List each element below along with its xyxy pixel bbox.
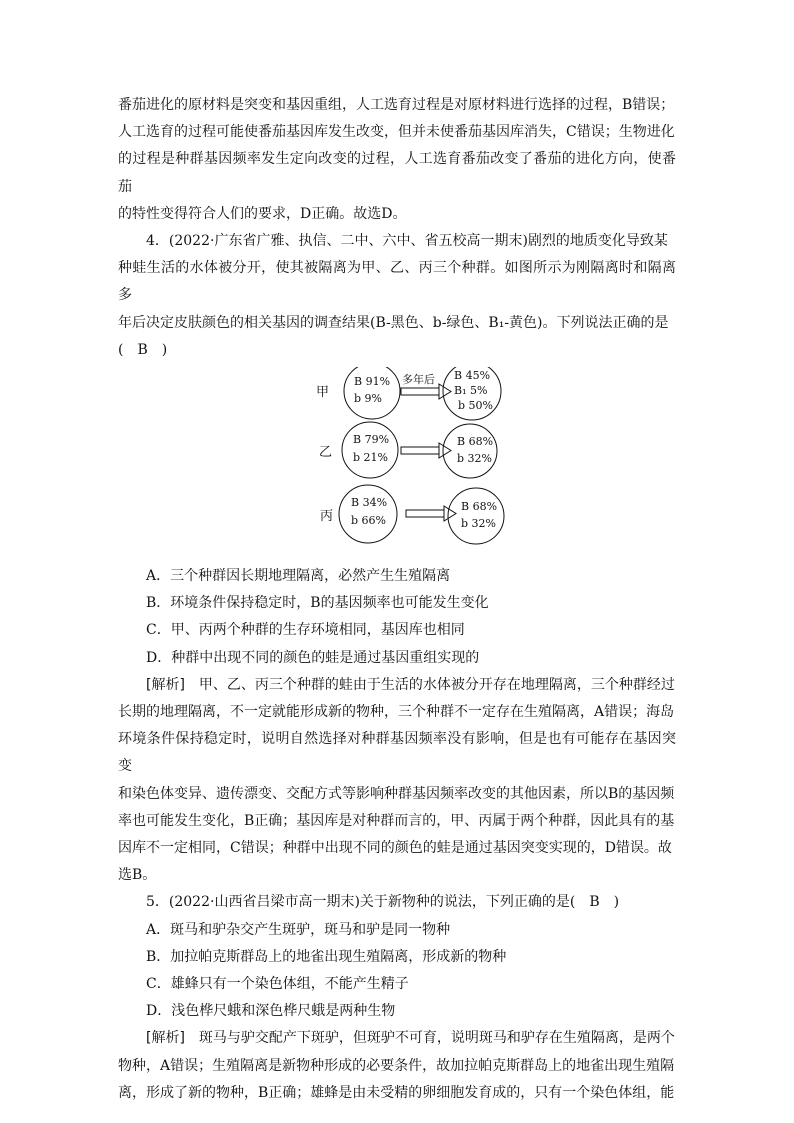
explanation-text: 甲、乙、丙三个种群的蛙由于生活的水体被分开存在地理隔离，三个种群经过 [184,676,675,693]
population-label-yi: 乙 [319,445,333,461]
allele-frequency: B 34% [351,496,388,510]
question-4-option-a: A．三个种群因长期地理隔离，必然产生生殖隔离 [146,568,451,585]
allele-frequency: b 32% [461,517,496,531]
explanation-line: 因库不一定相同，C错误；种群中出现不同的颜色的蛙是通过基因突变实现的，D错误。故 [118,840,672,857]
question-5-explanation [118,1025,676,1052]
question-5-option-a: A．斑马和驴杂交产生斑驴，斑马和驴是同一物种 [146,921,451,938]
explanation-line: 物种，A错误；生殖隔离是新物种形成的必要条件，故加拉帕克斯群岛上的地雀出现生殖隔 [118,1057,675,1074]
document-body [118,92,676,1107]
allele-frequency: b 21% [353,451,388,465]
arrow-label: 多年后 [402,373,435,387]
explanation-line: 选B。 [118,867,157,884]
explanation-line: 环境条件保持稳定时，说明自然选择对种群基因频率没有影响，但是也有可能存在基因突变 [118,731,676,775]
allele-frequency: B 68% [461,500,498,514]
question-4-option-d: D．种群中出现不同的颜色的蛙是通过基因重组实现的 [146,649,480,666]
arrow-shaft [401,447,439,454]
population-circle-after [448,488,504,544]
population-circle-before [342,422,398,478]
population-label-jia: 甲 [316,385,330,401]
explanation-line: 长期的地理隔离，不一定就能形成新的物种，三个种群不一定存在生殖隔离，A错误；海岛 [118,704,675,721]
question-4-option-b: B．环境条件保持稳定时，B的基因频率也可能发生变化 [146,595,489,612]
intro-line: 的过程是种群基因频率发生定向改变的过程，人工选育番茄改变了番茄的进化方向，使番茄 [118,151,676,195]
allele-frequency: B 45% [454,369,491,383]
explanation-line: 率也可能发生变化，B正确；基因库是对种群而言的，甲、丙属于两个种群，因此具有的基 [118,812,675,829]
question-4-option-c: C．甲、丙两个种群的生存环境相同，基因库也相同 [146,622,465,639]
question-4-stem: 种蛙生活的水体被分开，使其被隔离为甲、乙、丙三个种群。如图所示为刚隔离时和隔离多 [118,260,676,304]
explanation-text: 斑马与驴交配产下斑驴，但斑驴不可育，说明斑马和驴存在生殖隔离，是两个 [184,1030,675,1047]
allele-frequency: b 32% [457,452,492,466]
allele-frequency: b 50% [458,399,493,413]
intro-line: 的特性变得符合人们的要求，D正确。故选D。 [118,205,407,222]
explanation-line: 离，形成了新的物种，B正确；雄蜂是由未受精的卵细胞发育成的，只有一个染色体组，能 [118,1084,675,1101]
question-5-option-c: C．雄蜂只有一个染色体组，不能产生精子 [146,976,409,993]
question-4-stem: 4．(2022·广东省广雅、执信、二中、六中、省五校高一期末)剧烈的地质变化导致某 [146,233,668,250]
allele-frequency: b 66% [351,514,386,528]
explanation-tag: [解析] [146,1030,185,1047]
allele-frequency: B₁ 5% [454,384,488,398]
population-label-bing: 丙 [320,509,334,525]
question-4-explanation [118,672,676,699]
arrow-head [444,506,456,521]
gene-frequency-figure [118,367,676,563]
question-4-stem: 年后决定皮肤颜色的相关基因的调查结果(B-黑色、b-绿色、B₁-黄色)。下列说法正确的是 [118,314,669,331]
gene-frequency-diagram [118,367,676,563]
arrow-head [439,384,451,399]
question-4-answer: ( B ) [118,341,168,358]
arrow-shaft [401,388,439,395]
intro-line: 番茄进化的原材料是突变和基因重组，人工选育过程是对原材料进行选择的过程，B错误； [118,97,675,113]
question-5-option-d: D．浅色桦尺蛾和深色桦尺蛾是两种生物 [146,1003,396,1020]
arrow-shaft [406,510,444,517]
allele-frequency: B 79% [353,433,390,447]
allele-frequency: b 9% [354,392,382,406]
intro-line: 人工选育的过程可能使番茄基因库发生改变，但并未使番茄基因库消失，C错误；生物进化 [118,124,675,141]
question-5-option-b: B．加拉帕克斯群岛上的地雀出现生殖隔离，形成新的物种 [146,948,507,965]
explanation-tag: [解析] [146,676,185,693]
allele-frequency: B 68% [457,435,494,449]
arrow-head [439,443,451,458]
explanation-line: 和染色体变异、遗传漂变、交配方式等影响种群基因频率改变的其他因素，所以B的基因频 [118,785,675,802]
question-5-stem: 5．(2022·山西省吕梁市高一期末)关于新物种的说法，下列正确的是( B ) [146,894,620,911]
allele-frequency: B 91% [354,375,391,389]
